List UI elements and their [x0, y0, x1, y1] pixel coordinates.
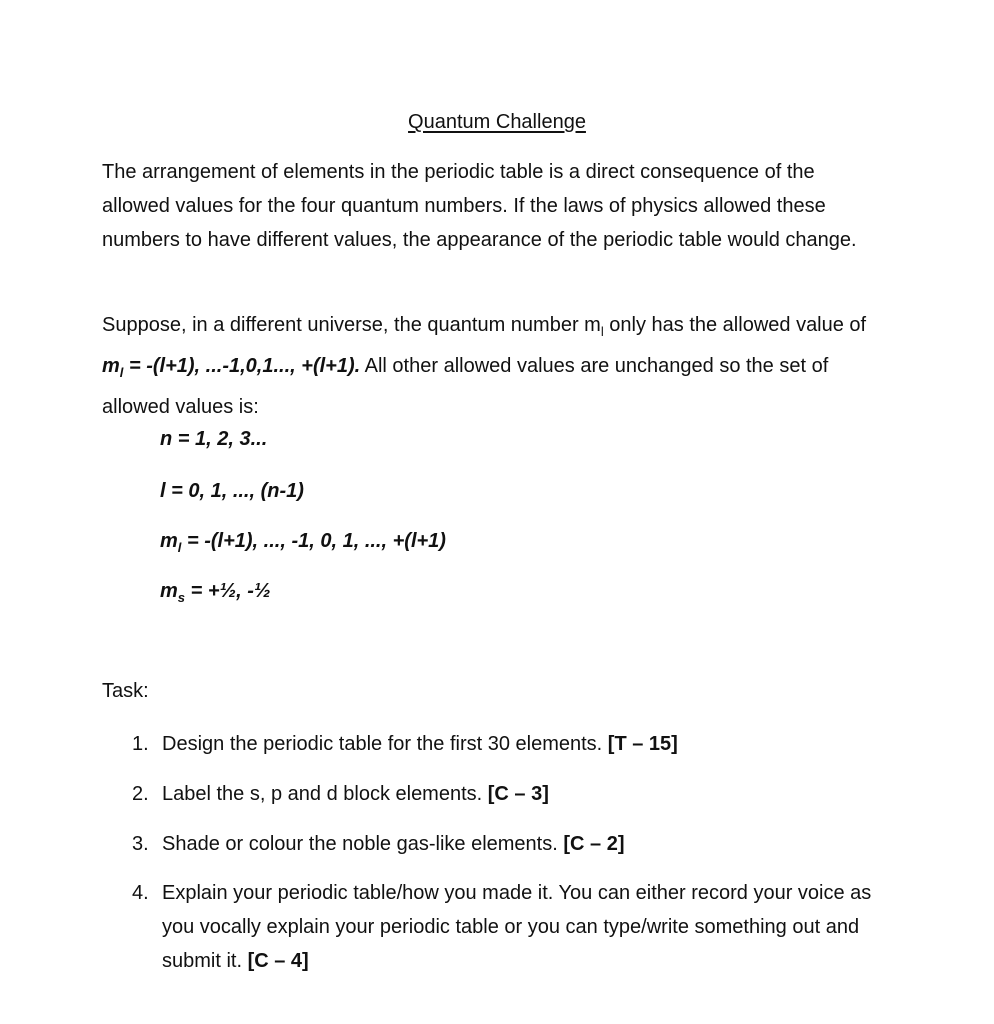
task-mark: [C – 4] — [247, 950, 309, 972]
intro-paragraph: The arrangement of elements in the periodic table is a direct consequence of the allowed values for the four quantum numbers. If the laws of physics allowed these numbers to have different values, the appearance of the periodic table would change. — [102, 161, 857, 251]
task-number: 4. — [132, 882, 149, 904]
premise-bold: m — [102, 355, 120, 377]
equation-ms-sub: s — [177, 590, 186, 605]
premise-sub: l — [600, 324, 604, 339]
task-number: 1. — [132, 733, 149, 755]
equation-ml — [160, 527, 446, 562]
task-number: 3. — [132, 833, 149, 855]
equation-l: l = 0, 1, ..., (n-1) — [160, 480, 304, 502]
task-item — [132, 827, 872, 861]
task-mark: [C – 2] — [563, 833, 625, 855]
document-title — [0, 108, 994, 136]
task-text: Shade or colour the noble gas-like elements. — [162, 833, 564, 855]
equation-n: n = 1, 2, 3... — [160, 428, 268, 450]
premise-mid: only has the allowed value of — [603, 314, 867, 336]
task-text: Explain your periodic table/how you made it. You can either record your voice as you vocally explain your periodic table or you can type/write something out and submit it. — [162, 882, 872, 972]
equation-ml-rhs: = -(l+1), ..., -1, 0, 1, ..., +(l+1) — [181, 530, 446, 552]
task-number: 2. — [132, 783, 149, 805]
premise-bold-sub: l — [119, 365, 124, 380]
equation-ms — [160, 577, 271, 612]
premise-lead: Suppose, in a different universe, the quantum number m — [102, 314, 601, 336]
task-text: Design the periodic table for the first 30 elements. — [162, 733, 608, 755]
task-text: Label the s, p and d block elements. — [162, 783, 488, 805]
task-item — [132, 777, 872, 811]
premise-bold-rest: = -(l+1), ...-1,0,1..., +(l+1). — [123, 355, 361, 377]
task-mark: [T – 15] — [607, 733, 678, 755]
premise-paragraph — [102, 308, 882, 424]
title-text: Quantum Challenge — [408, 111, 586, 133]
task-mark: [C – 3] — [487, 783, 549, 805]
task-item — [132, 727, 872, 761]
equation-ms-rhs: = +½, -½ — [185, 580, 271, 602]
equation-ms-lhs: m — [160, 580, 178, 602]
equation-ml-lhs: m — [160, 530, 178, 552]
premise-tail: All other allowed values are unchanged so the set of allowed values is: — [102, 355, 829, 418]
equation-ml-sub: l — [177, 540, 182, 555]
task-label: Task: — [102, 680, 149, 702]
task-item — [132, 876, 872, 978]
